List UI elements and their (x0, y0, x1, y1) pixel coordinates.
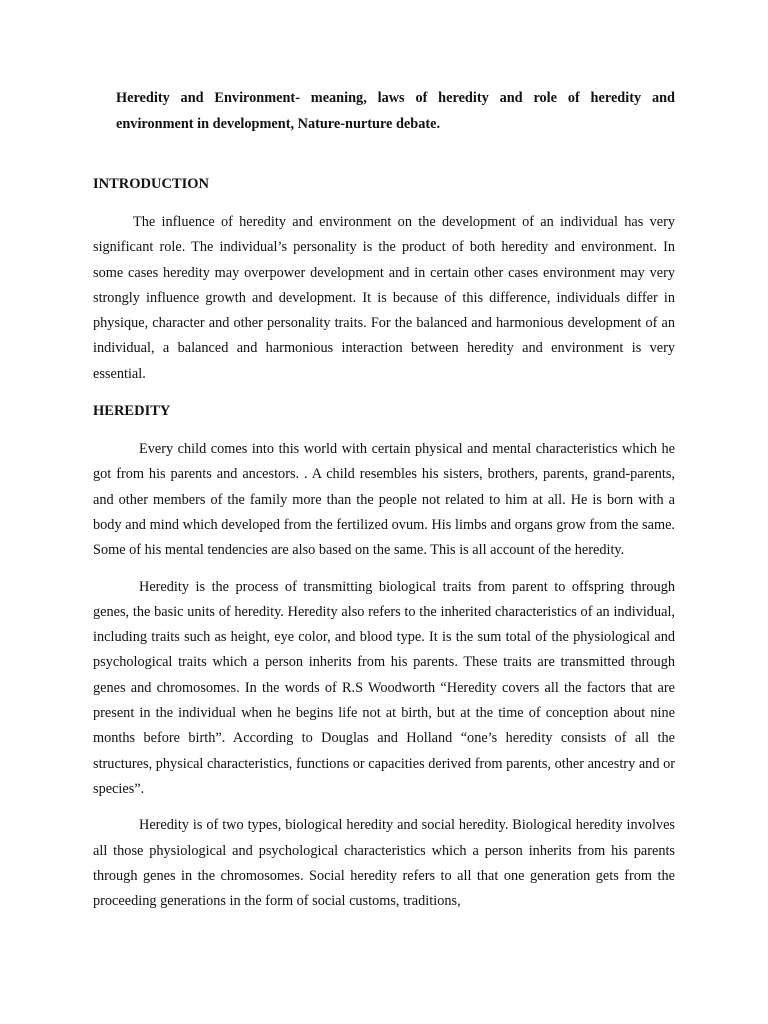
heredity-paragraph-1: Every child comes into this world with certain physical and mental characteristics which he got from his parents and ancestors. . A child resembles his sisters, brothers, parents, grand-parents, and other members of the family more than the people not related to him at all. He is born with a body and mind which developed from the fertilized ovum. His limbs and organs grow from the same. Some of his mental tendencies are also based on the same. This is all account of the heredity. (93, 441, 675, 559)
section-heading-heredity: HEREDITY (93, 403, 171, 420)
heredity-paragraph-3: Heredity is of two types, biological heredity and social heredity. Biological heredity involves all those physiological and psychological characteristics which a person inherits from his parents through genes in the chromosomes. Social heredity refers to all that one generation gets from the proceeding generations in the form of social customs, traditions, (93, 817, 675, 910)
introduction-paragraph: The influence of heredity and environment on the development of an individual has very significant role. The individual’s personality is the product of both heredity and environment. In some cases heredity may overpower development and in certain other cases environment may very strongly influence growth and development. It is because of this difference, individuals differ in physique, character and other personality traits. For the balanced and harmonious development of an individual, a balanced and harmonious interaction between heredity and environment is very essential. (93, 214, 675, 382)
section-heading-introduction: INTRODUCTION (93, 176, 210, 192)
document-body (93, 86, 675, 914)
heredity-paragraph-2: Heredity is the process of transmitting biological traits from parent to offspring through genes, the basic units of heredity. Heredity also refers to the inherited characteristics of an individual, including traits such as height, eye color, and blood type. It is the sum total of the physiological and psychological traits which a person inherits from his parents. These traits are transmitted through genes and chromosomes. In the words of R.S Woodworth “Heredity covers all the factors that are present in the individual when he begins life not at birth, but at the time of conception about nine months before birth”. According to Douglas and Holland “one’s heredity consists of all the structures, physical characteristics, functions or capacities derived from parents, other ancestry and or species”. (93, 578, 675, 797)
document-title: Heredity and Environment- meaning, laws of heredity and role of heredity and environment in development, Nature-nurture debate. (116, 90, 675, 132)
